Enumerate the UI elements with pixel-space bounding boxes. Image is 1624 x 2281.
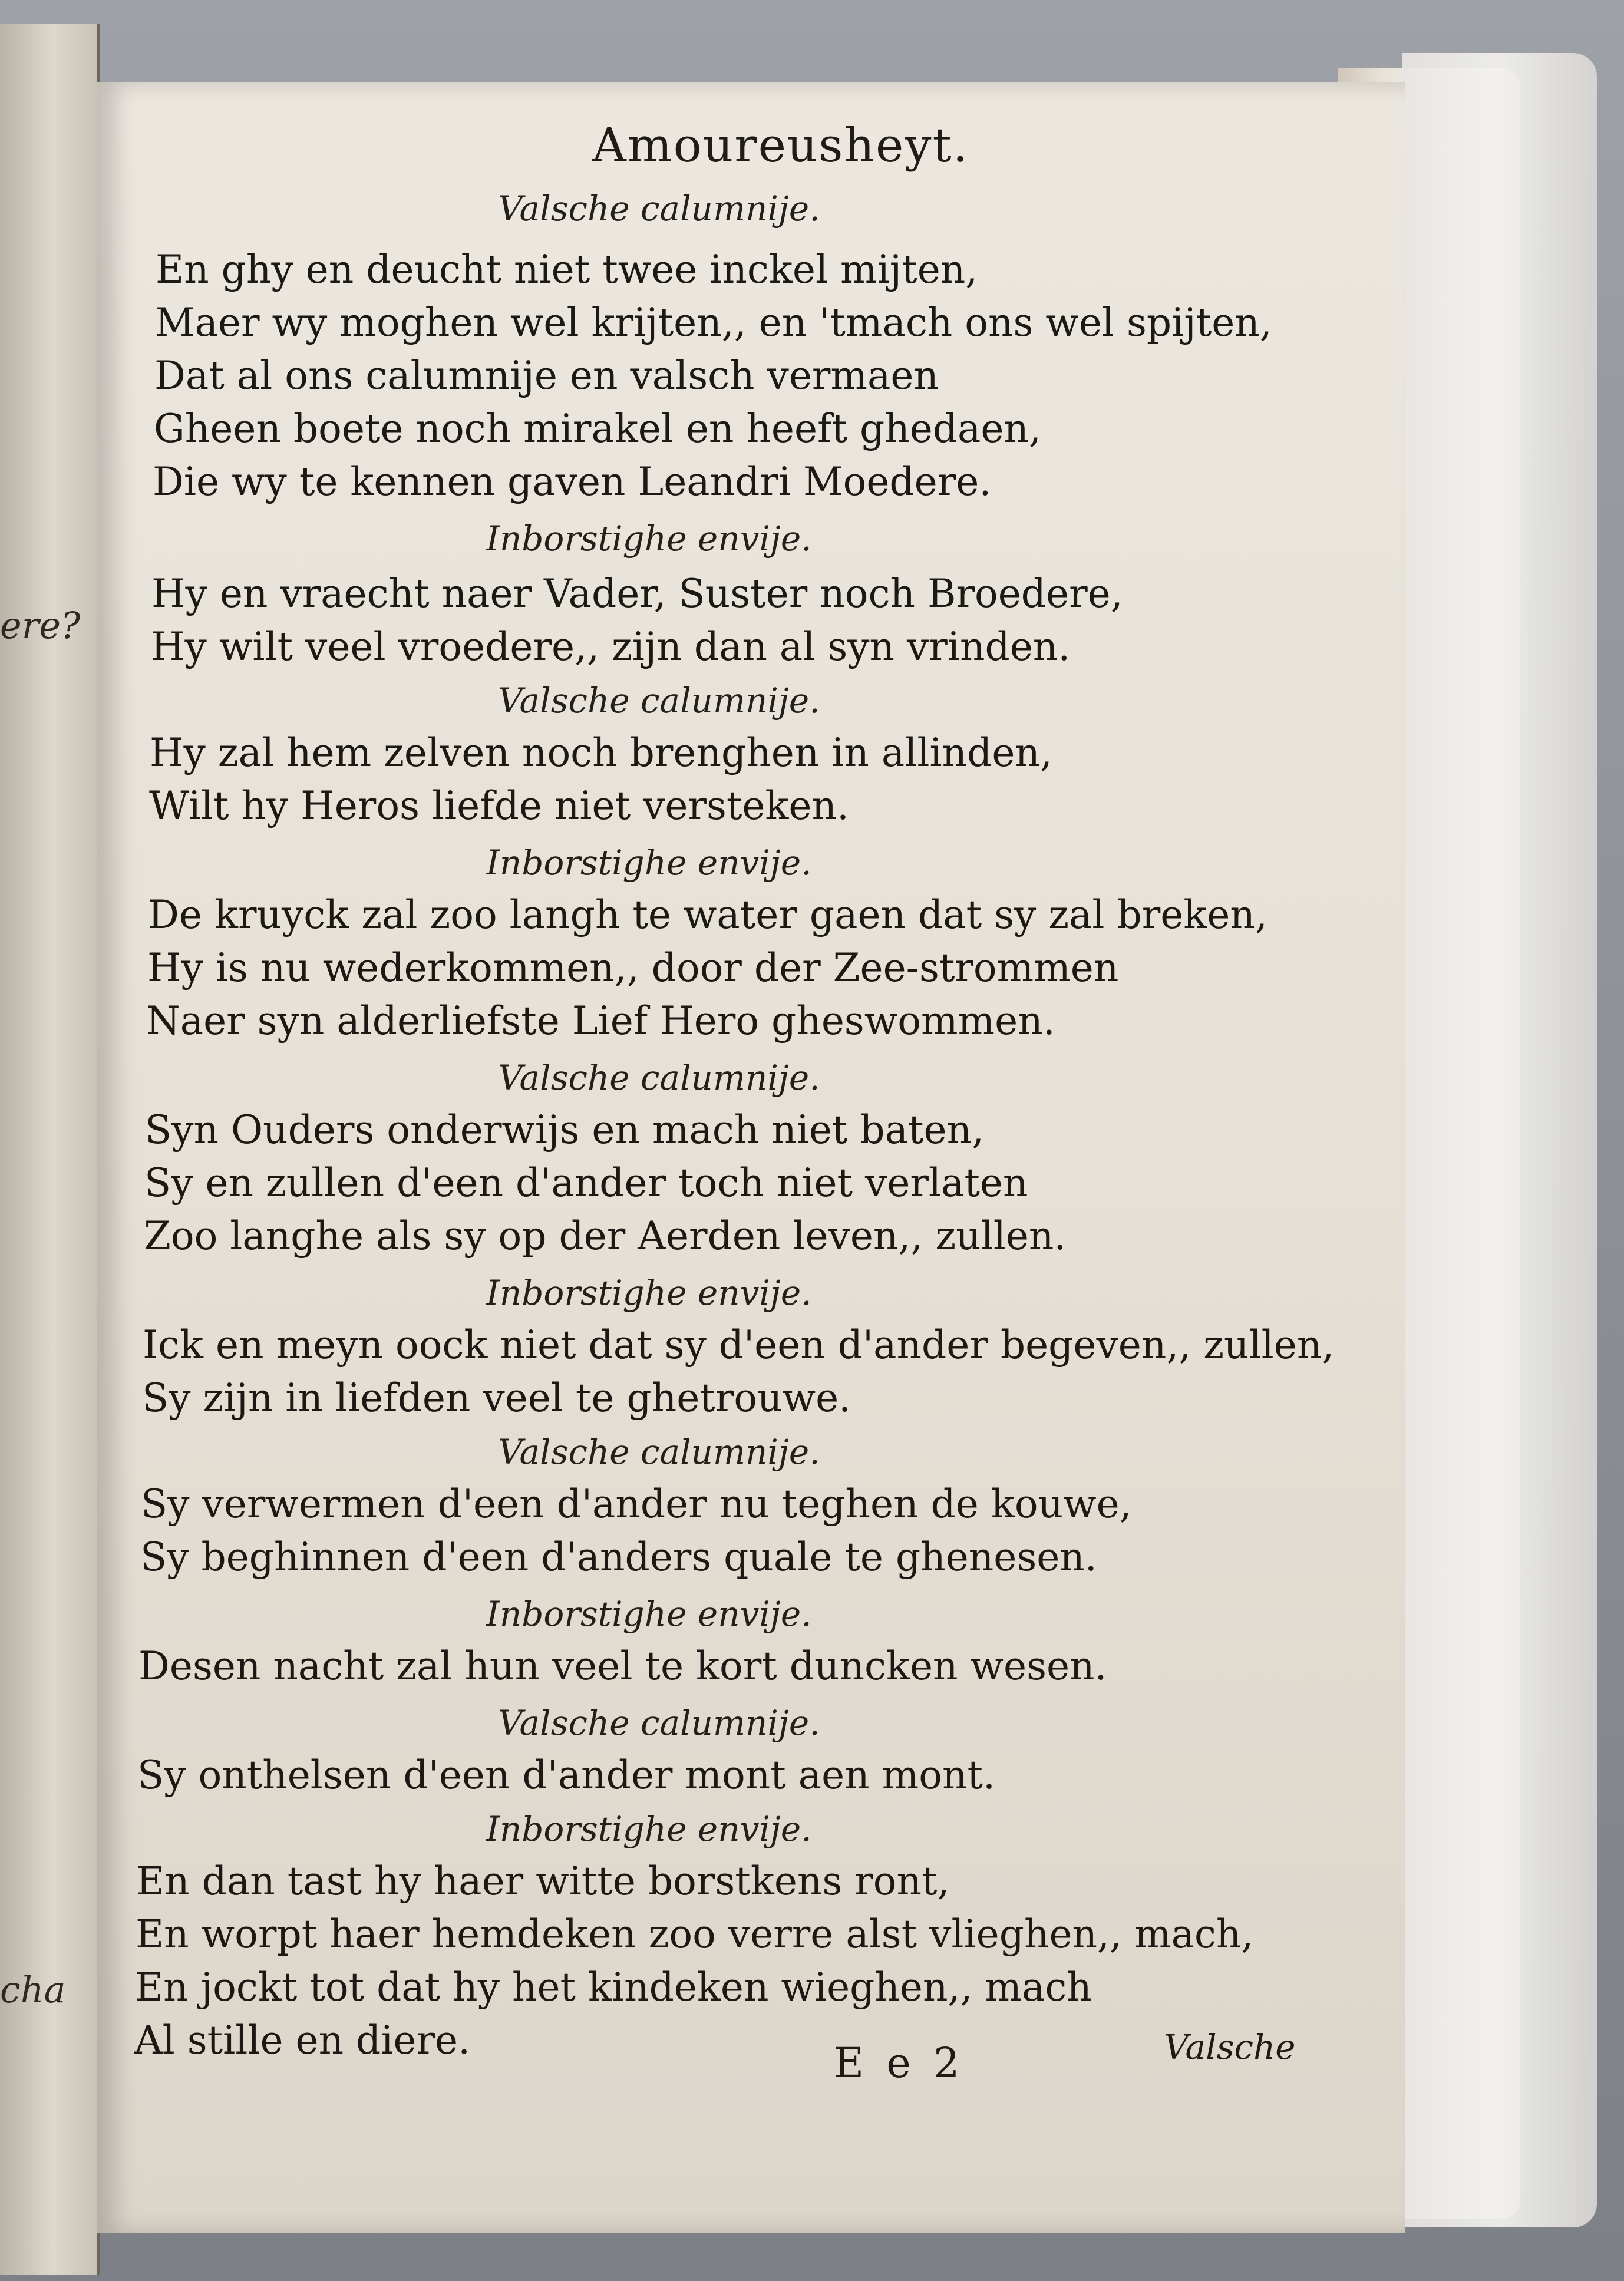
verse-line: En ghy en deucht niet twee inckel mijten, <box>156 247 978 292</box>
speaker-heading: Valsche calumnije. <box>498 1058 820 1098</box>
verse-line: Al stille en diere. <box>134 2018 471 2063</box>
book-wrapper <box>1402 53 1597 2227</box>
speaker-heading: Inborstighe envije. <box>486 519 812 559</box>
speaker-heading: Inborstighe envije. <box>486 1273 812 1313</box>
speaker-heading: Valsche calumnije. <box>498 189 820 229</box>
verse-line: Dat al ons calumnije en valsch vermaen <box>154 353 939 398</box>
verse-line: Naer syn alderliefste Lief Hero gheswommen. <box>146 998 1055 1044</box>
verse-line: Sy verwermen d'een d'ander nu teghen de kouwe, <box>141 1481 1132 1527</box>
verse-line: Hy is nu wederkommen,, door der Zee-strommen <box>147 945 1119 991</box>
verse-line: De kruyck zal zoo langh te water gaen dat sy zal breken, <box>148 892 1267 938</box>
catchword: Valsche <box>1164 2027 1296 2067</box>
speaker-heading: Inborstighe envije. <box>486 1809 812 1849</box>
page-text <box>97 82 1405 2233</box>
speaker-heading: Valsche calumnije. <box>498 1703 820 1743</box>
verse-line: Hy wilt veel vroedere,, zijn dan al syn vrinden. <box>151 624 1071 669</box>
verse-line: Gheen boete noch mirakel en heeft ghedaen, <box>154 406 1041 451</box>
running-header: Amoureusheyt. <box>592 118 969 173</box>
verse-line: Sy onthelsen d'een d'ander mont aen mont. <box>137 1752 995 1798</box>
verse-line: Ick en meyn oock niet dat sy d'een d'ander begeven,, zullen, <box>143 1322 1335 1368</box>
verse-line: En jockt tot dat hy het kindeken wieghen,, mach <box>135 1965 1092 2010</box>
left-page-fragment: cha <box>0 1968 66 2011</box>
verse-line: Desen nacht zal hun veel te kort duncken wesen. <box>138 1643 1107 1689</box>
speaker-heading: Inborstighe envije. <box>486 1594 812 1634</box>
verse-line: Wilt hy Heros liefde niet versteken. <box>149 783 849 828</box>
left-page-fragment: ere? <box>0 604 81 647</box>
verse-line: Hy en vraecht naer Vader, Suster noch Broedere, <box>151 571 1123 616</box>
verse-line: Hy zal hem zelven noch brenghen in allinden, <box>150 730 1052 775</box>
verse-line: Sy zijn in liefden veel te ghetrouwe. <box>142 1375 851 1421</box>
verse-line: Maer wy moghen wel krijten,, en 'tmach ons wel spijten, <box>155 300 1272 345</box>
verse-line: Sy en zullen d'een d'ander toch niet verlaten <box>144 1160 1028 1206</box>
speaker-heading: Valsche calumnije. <box>498 681 820 721</box>
verse-line: En worpt haer hemdeken zoo verre alst vlieghen,, mach, <box>136 1912 1254 1957</box>
speaker-heading: Inborstighe envije. <box>486 843 812 883</box>
verse-line: Syn Ouders onderwijs en mach niet baten, <box>145 1107 985 1153</box>
verse-line: Sy beghinnen d'een d'anders quale te ghenesen. <box>140 1534 1097 1580</box>
left-page-edge <box>0 24 100 2275</box>
verse-line: Die wy te kennen gaven Leandri Moedere. <box>153 459 992 504</box>
speaker-heading: Valsche calumnije. <box>498 1432 820 1472</box>
verse-line: En dan tast hy haer witte borstkens ront, <box>136 1859 950 1904</box>
signature-mark: E e 2 <box>834 2039 965 2087</box>
book-page <box>97 82 1405 2233</box>
verse-line: Zoo langhe als sy op der Aerden leven,, zullen. <box>144 1213 1067 1259</box>
